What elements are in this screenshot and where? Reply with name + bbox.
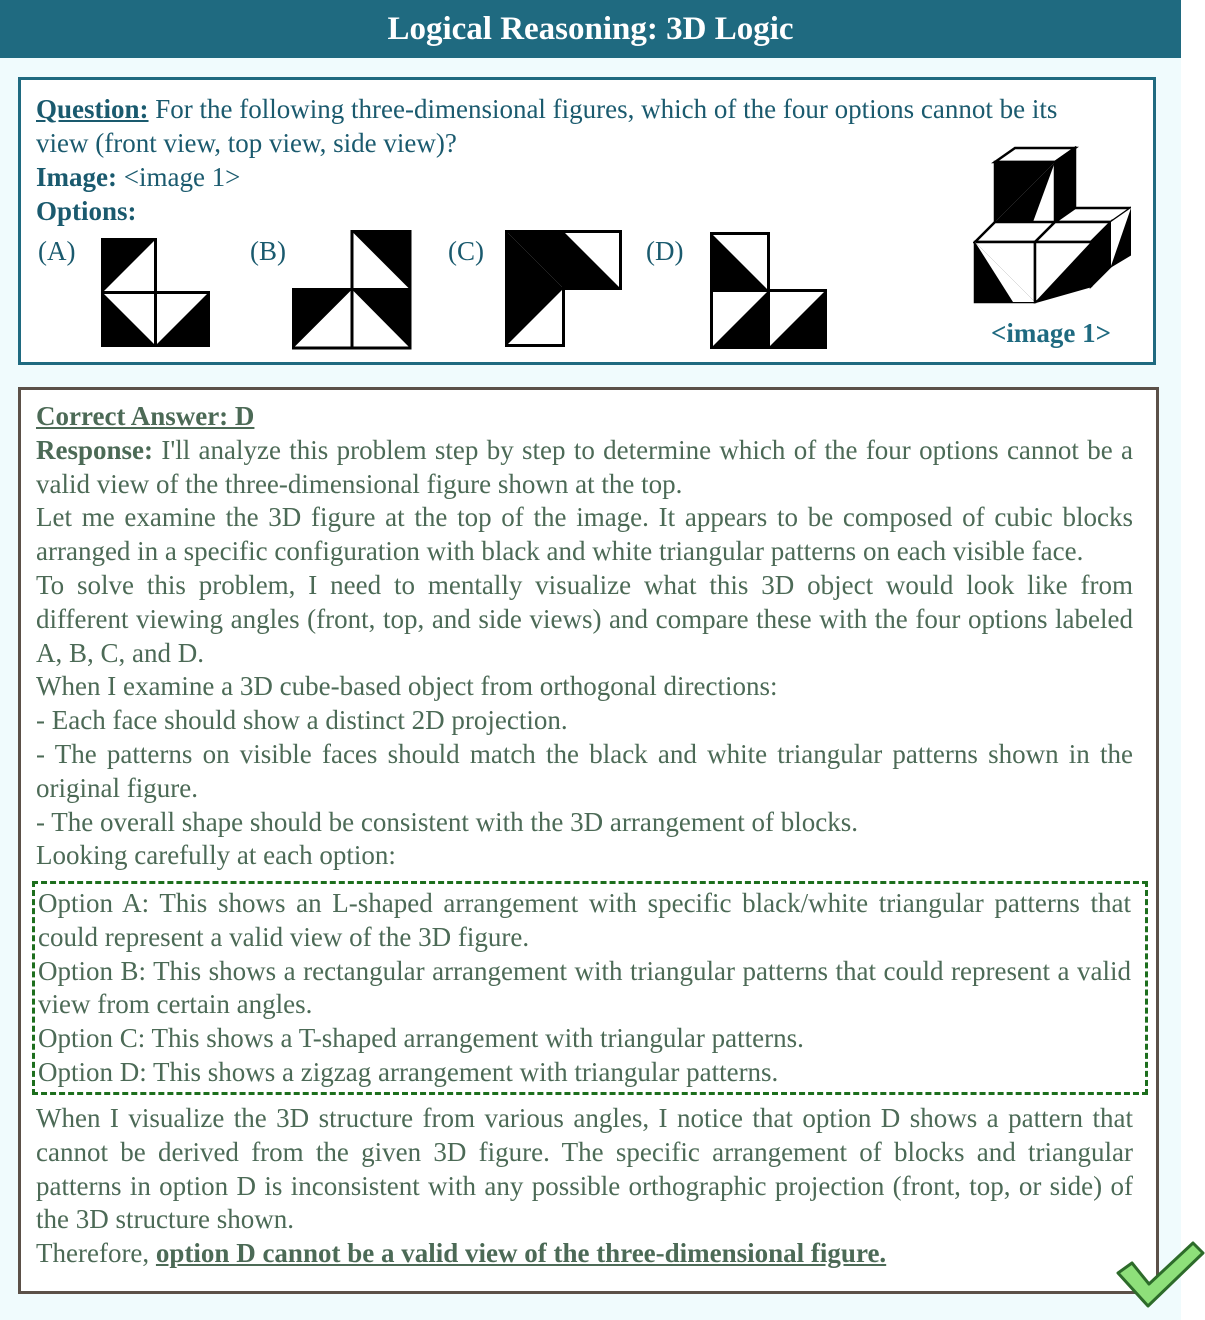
response-label: Response: <box>36 434 154 465</box>
option-a-note: Option A: This shows an L-shaped arrangement with specific black/white triangular patterns that could represent a valid view of the 3D figure. <box>38 888 1131 952</box>
options-label: Options: <box>36 196 137 226</box>
option-c-figure <box>505 230 625 348</box>
question-label: Question: <box>36 94 149 124</box>
response-paragraph-5: When I visualize the 3D structure from various angles, I notice that option D shows a pattern that cannot be derived from the given 3D figure. The specific arrangement of blocks and triangular patterns in option D is inconsistent with any possible orthographic projection (front, top, or side) of the 3D structure shown. <box>36 1103 1133 1235</box>
option-c-note: Option C: This shows a T-shaped arrangement with triangular patterns. <box>38 1023 804 1054</box>
question-panel <box>18 77 1156 365</box>
image-label: Image: <box>36 162 117 192</box>
response-bullet-2: - The patterns on visible faces should match the black and white triangular patterns shown in the original figure. <box>36 738 1133 803</box>
question-text: For the following three-dimensional figures, which of the four options cannot be its view (front view, top view, side view)? <box>36 94 1058 158</box>
option-b-label: (B) <box>250 236 286 266</box>
option-analysis-box <box>32 881 1148 1095</box>
option-a-figure <box>101 238 211 350</box>
option-b-figure <box>292 230 414 352</box>
conclusion-highlight: option D cannot be a valid view of the three-dimensional figure. <box>155 1238 887 1269</box>
checkmark-icon <box>1115 1240 1205 1310</box>
response-paragraph-2: To solve this problem, I need to mentally visualize what this 3D object would look like from different viewing angles (front, top, and side views) and compare these with the four options labeled A, B, C, and D. <box>36 569 1133 668</box>
page-title: Logical Reasoning: 3D Logic <box>0 0 1181 58</box>
response-bullet-3: - The overall shape should be consistent with the 3D arrangement of blocks. <box>36 806 859 837</box>
option-d-label: (D) <box>646 236 684 266</box>
option-b-note: Option B: This shows a rectangular arrangement with triangular patterns that could represent a valid view from certain angles. <box>38 955 1131 1020</box>
correct-answer-label: Correct Answer: D <box>36 401 255 431</box>
option-a-label: (A) <box>38 236 76 266</box>
response-paragraph-1: Let me examine the 3D figure at the top of the image. It appears to be composed of cubic blocks arranged in a specific configuration with black and white triangular patterns on each visible face. <box>36 502 1133 567</box>
option-d-note: Option D: This shows a zigzag arrangement with triangular patterns. <box>38 1056 779 1087</box>
answer-panel <box>18 387 1159 1294</box>
response-text-block <box>36 400 1133 873</box>
conclusion-prefix: Therefore, <box>36 1238 150 1269</box>
option-c-label: (C) <box>448 236 484 266</box>
response-intro: I'll analyze this problem step by step to determine which of the four options cannot be a valid view of the three-dimensional figure shown at the top. <box>36 434 1134 499</box>
option-d-figure <box>710 232 830 350</box>
image-1-caption: <image 1> <box>991 318 1111 348</box>
question-text-block <box>36 92 1116 228</box>
response-bullet-1: - Each face should show a distinct 2D projection. <box>36 705 568 736</box>
response-paragraph-4: Looking carefully at each option: <box>36 840 396 871</box>
image-ref: <image 1> <box>123 162 241 192</box>
response-conclusion-block <box>36 1102 1133 1271</box>
response-paragraph-3: When I examine a 3D cube-based object from orthogonal directions: <box>36 671 778 702</box>
image-1-cube-figure <box>973 146 1131 304</box>
